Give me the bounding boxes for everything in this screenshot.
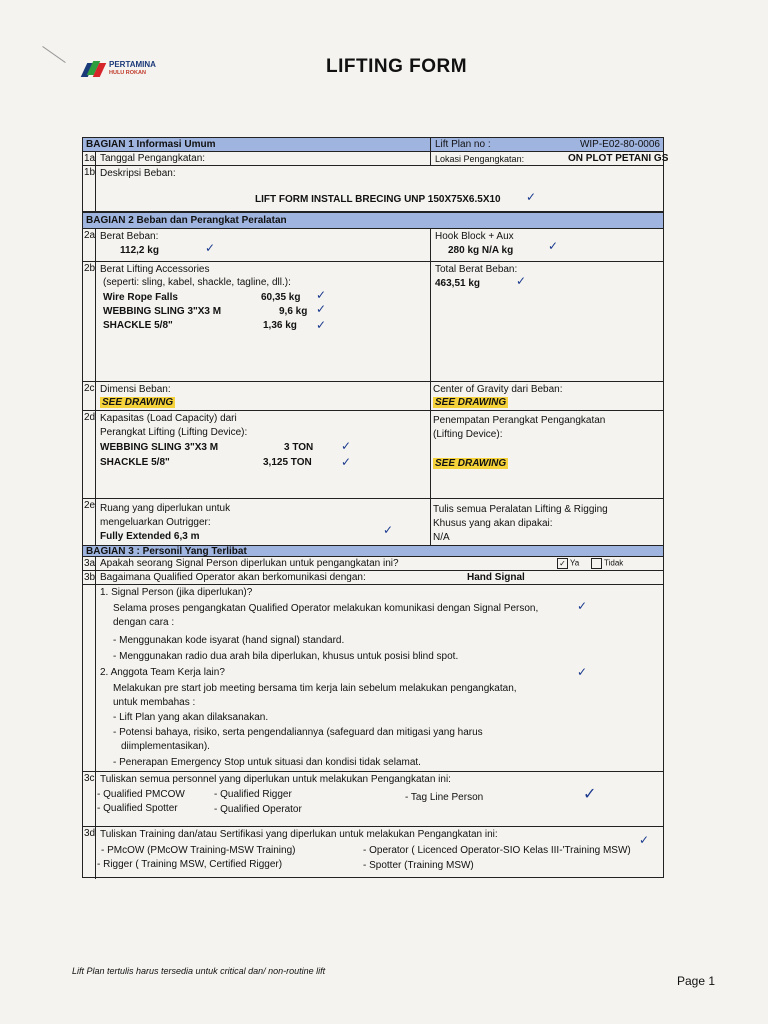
- row-3c: 3c Tuliskan semua personnel yang diperlukan untuk melakukan Pengangkatan ini: - Qualified PMCOW - Qualified Rigger - Tag Line Person - Qualified Spotter - Qualified Operator ✓: [83, 772, 663, 827]
- page-title: LIFTING FORM: [326, 56, 468, 77]
- signal-person-yes[interactable]: ✓ Ya: [557, 558, 579, 569]
- section-1-header: BAGIAN 1 Informasi Umum Lift Plan no : WIP-E02-80-0006: [83, 138, 663, 152]
- pertamina-logo-icon: [82, 60, 104, 78]
- row-3b: 3b Bagaimana Qualified Operator akan berkomunikasi dengan: Hand Signal: [83, 571, 663, 585]
- location-value: ON PLOT PETANI GS: [568, 153, 669, 164]
- lift-plan-number: WIP-E02-80-0006: [579, 139, 660, 150]
- row-2d: 2d Kapasitas (Load Capacity) dari Perangkat Lifting (Lifting Device): WEBBING SLING 3"X3 M 3 TON SHACKLE 5/8" 3,125 TON ✓ ✓ Penempatan Perangkat Pengangkatan (Lifting Device): SEE DRAWING: [83, 411, 663, 499]
- cog-see-drawing: SEE DRAWING: [435, 397, 507, 408]
- checkbox-icon: [591, 558, 602, 569]
- row-3d: 3d Tuliskan Training dan/atau Sertifikasi yang diperlukan untuk melakukan Pengangkatan ini: ✓ - PMcOW (PMcOW Training-MSW Training) - Operator ( Licenced Operator-SIO Kelas III-'Training MSW) - Rigger ( Training MSW, Certified Rigger) - Spotter (Training MSW): [83, 827, 663, 879]
- pertamina-logo: [82, 60, 156, 78]
- special-rigging-value: N/A: [433, 532, 450, 543]
- communication-method: Hand Signal: [467, 572, 525, 583]
- row-3a: 3a Apakah seorang Signal Person diperlukan untuk pengangkatan ini? ✓ Ya Tidak: [83, 557, 663, 571]
- load-description: LIFT FORM INSTALL BRECING UNP 150X75X6.5X10: [255, 194, 501, 205]
- row-2e: 2e Ruang yang diperlukan untuk mengeluarkan Outrigger: Fully Extended 6,3 m ✓ Tulis semua Peralatan Lifting & Rigging Khusus yang akan dipakai: N/A: [84, 500, 608, 543]
- division-name: HULU ROKAN: [109, 70, 146, 76]
- section-2-header: BAGIAN 2 Beban dan Perangkat Peralatan: [83, 212, 663, 229]
- communication-details: 1. Signal Person (jika diperlukan)? Selama proses pengangkatan Qualified Operator melakukan komunikasi dengan Signal Person, ✓ dengan cara : - Menggunakan kode isyarat (hand signal) standard. - Menggunakan radio dua arah bila diperlukan, khusus untuk posisi blind spot. 2. Anggota Team Kerja lain? ✓ Melakukan pre start job meeting bersama tim kerja lain sebelum melakukan pengangkatan, untuk membahas : - Lift Plan yang akan dilaksanakan. - Potensi bahaya, risiko, serta pengendaliannya (safeguard dan mitigasi yang harus diimplementasikan). - Penerapan Emergency Stop untuk situasi dan kondisi tidak selamat.: [83, 585, 663, 772]
- row-1a: 1a Tanggal Pengangkatan: Lokasi Pengangkatan: ON PLOT PETANI GS: [84, 153, 669, 164]
- row-1b: 1b Deskripsi Beban: LIFT FORM INSTALL BRECING UNP 150X75X6.5X10 ✓: [83, 166, 663, 212]
- checkbox-checked-icon: ✓: [557, 558, 568, 569]
- hook-block-weight: 280 kg N/A kg: [448, 245, 514, 256]
- row-2c: 2c Dimensi Beban: SEE DRAWING Center of Gravity dari Beban: SEE DRAWING: [83, 382, 663, 411]
- row-2b: 2b Berat Lifting Accessories (seperti: sling, kabel, shackle, tagline, dll.): Wire Rope Falls 60,35 kg WEBBING SLING 3"X3 M 9,6 kg SHACKLE 5/8" 1,36 kg ✓ ✓ ✓ Total Berat Beban: 463,51 kg ✓: [83, 262, 663, 382]
- page-number: Page 1: [677, 974, 716, 988]
- total-load-weight: 463,51 kg: [435, 278, 481, 289]
- row-2a: 2a Berat Beban: 112,2 kg ✓ Hook Block + Aux 280 kg N/A kg ✓: [83, 229, 663, 262]
- section-3-header: BAGIAN 3 : Personil Yang Terlibat: [83, 545, 663, 557]
- placement-see-drawing: SEE DRAWING: [435, 458, 507, 469]
- signal-person-no[interactable]: Tidak: [591, 558, 623, 569]
- company-name: PERTAMINA: [109, 60, 156, 69]
- staple-mark: [42, 46, 66, 63]
- footer-note: Lift Plan tertulis harus tersedia untuk critical dan/ non-routine lift: [72, 966, 326, 976]
- dimension-see-drawing: SEE DRAWING: [102, 397, 174, 408]
- load-weight: 112,2 kg: [120, 245, 159, 256]
- outrigger-extension: Fully Extended 6,3 m: [100, 531, 200, 542]
- lifting-form: [82, 137, 669, 878]
